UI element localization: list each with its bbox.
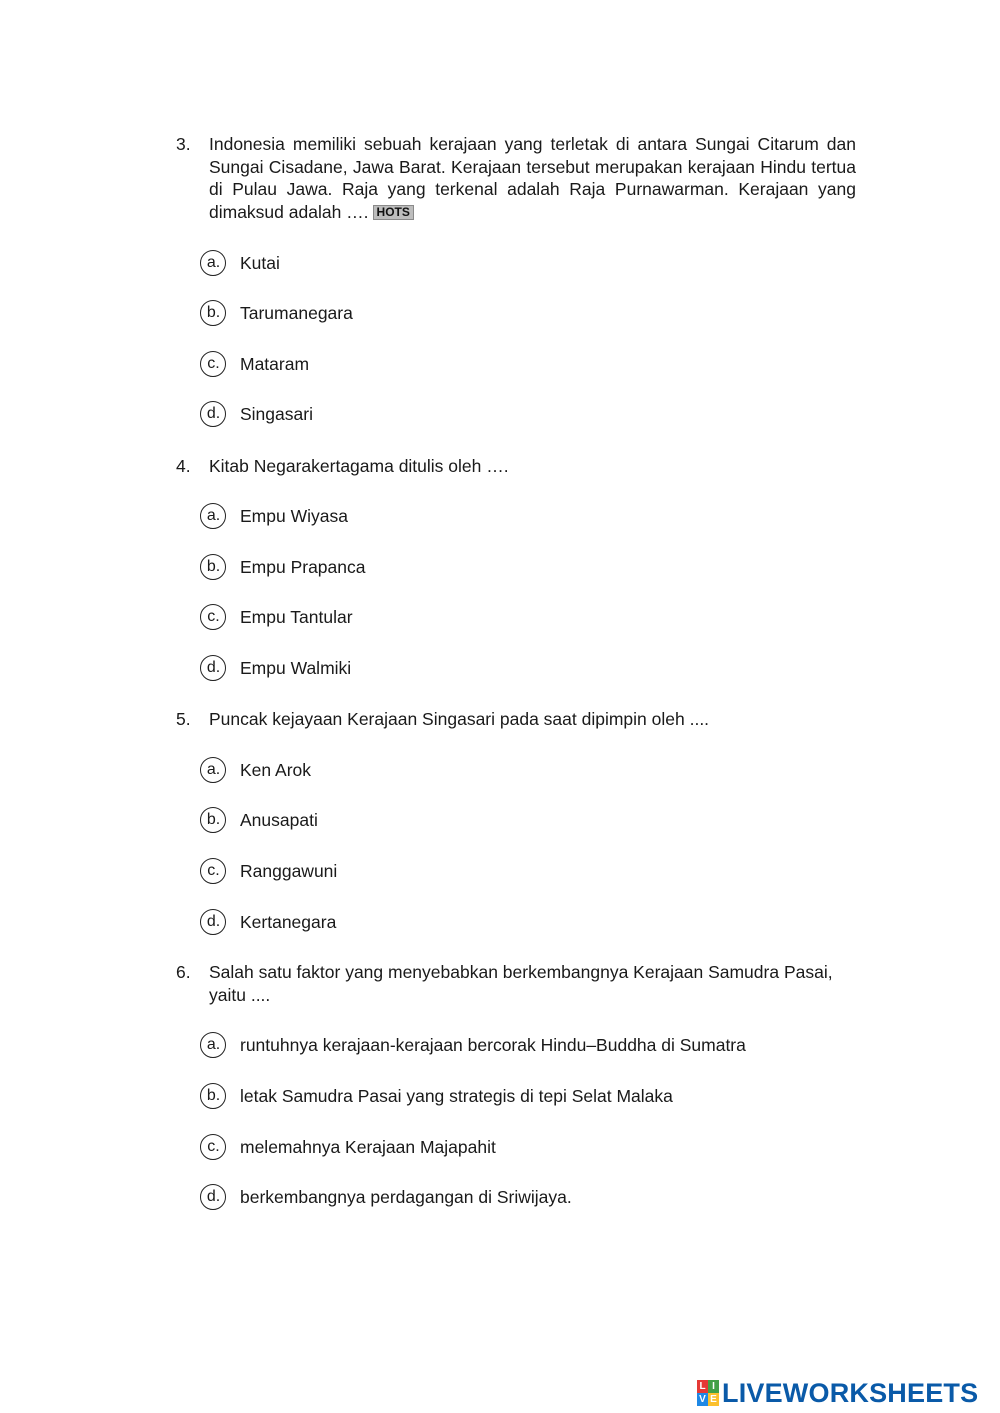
option-letter-circle[interactable]: a.	[200, 250, 226, 276]
option-letter-circle[interactable]: c.	[200, 1134, 226, 1160]
option-6b[interactable]	[200, 1081, 673, 1111]
question-number: 6.	[176, 962, 191, 982]
option-text: Kutai	[240, 252, 280, 273]
brand-name: LIVEWORKSHEETS	[722, 1377, 979, 1408]
option-4b[interactable]	[200, 552, 366, 582]
question-text: Indonesia memiliki sebuah kerajaan yang terletak di antara Sungai Citarum dan Sungai Cisadane, Jawa Barat. Kerajaan tersebut merupakan kerajaan Hindu tertua di Pulau Jawa. Raja yang terkenal adalah Raja Purnawarman. Kerajaan yang dimaksud adalah ….	[209, 134, 856, 222]
question-text-wrapper	[209, 133, 856, 223]
option-6c[interactable]	[200, 1132, 496, 1162]
option-4c[interactable]	[200, 602, 353, 632]
question-6	[176, 961, 856, 1006]
option-letter-circle[interactable]: c.	[200, 858, 226, 884]
liveworksheets-brand[interactable]	[697, 1378, 978, 1408]
option-3c[interactable]	[200, 349, 309, 379]
question-text: Puncak kejayaan Kerajaan Singasari pada saat dipimpin oleh ....	[209, 709, 710, 729]
option-text: Empu Tantular	[240, 606, 353, 627]
option-letter-circle[interactable]: b.	[200, 554, 226, 580]
option-3b[interactable]	[200, 298, 353, 328]
logo-letter-l: L	[697, 1380, 708, 1393]
option-text: Ranggawuni	[240, 860, 338, 881]
question-text: Kitab Negarakertagama ditulis oleh ….	[209, 456, 509, 476]
option-letter-circle[interactable]: b.	[200, 300, 226, 326]
option-letter-circle[interactable]: b.	[200, 1083, 226, 1109]
option-5d[interactable]	[200, 907, 336, 937]
question-4	[176, 455, 856, 478]
option-letter-circle[interactable]: b.	[200, 807, 226, 833]
liveworksheets-logo-icon	[697, 1380, 719, 1406]
option-3a[interactable]	[200, 248, 280, 278]
question-number: 4.	[176, 456, 191, 476]
option-text: Ken Arok	[240, 759, 312, 780]
hots-badge: HOTS	[373, 205, 414, 220]
option-text: melemahnya Kerajaan Majapahit	[240, 1136, 496, 1157]
option-text: Tarumanegara	[240, 302, 353, 323]
option-letter-circle[interactable]: d.	[200, 401, 226, 427]
option-letter-circle[interactable]: a.	[200, 503, 226, 529]
logo-letter-i: I	[708, 1380, 719, 1393]
question-number: 5.	[176, 709, 191, 729]
option-text: Kertanegara	[240, 911, 337, 932]
option-letter-circle[interactable]: c.	[200, 351, 226, 377]
question-5	[176, 708, 856, 731]
option-letter-circle[interactable]: a.	[200, 1032, 226, 1058]
question-3	[176, 133, 856, 223]
option-5c[interactable]	[200, 856, 337, 886]
option-text: Mataram	[240, 353, 310, 374]
option-4a[interactable]	[200, 501, 348, 531]
option-6a[interactable]	[200, 1030, 746, 1060]
option-text: letak Samudra Pasai yang strategis di tepi Selat Malaka	[240, 1085, 673, 1106]
logo-letter-v: V	[697, 1393, 708, 1406]
option-letter-circle[interactable]: d.	[200, 655, 226, 681]
option-6d[interactable]	[200, 1182, 572, 1212]
option-5b[interactable]	[200, 805, 318, 835]
option-text: Singasari	[240, 403, 313, 424]
option-5a[interactable]	[200, 755, 311, 785]
logo-letter-e: E	[708, 1393, 719, 1406]
option-text: runtuhnya kerajaan-kerajaan bercorak Hindu–Buddha di Sumatra	[240, 1034, 746, 1055]
question-text: Salah satu faktor yang menyebabkan berkembangnya Kerajaan Samudra Pasai, yaitu ....	[209, 962, 833, 1005]
option-text: Empu Walmiki	[240, 657, 352, 678]
question-number: 3.	[176, 134, 191, 154]
option-4d[interactable]	[200, 653, 351, 683]
option-text: Anusapati	[240, 809, 318, 830]
option-text: Empu Prapanca	[240, 556, 366, 577]
option-letter-circle[interactable]: d.	[200, 909, 226, 935]
option-letter-circle[interactable]: c.	[200, 604, 226, 630]
option-letter-circle[interactable]: a.	[200, 757, 226, 783]
option-text: berkembangnya perdagangan di Sriwijaya.	[240, 1186, 572, 1207]
option-text: Empu Wiyasa	[240, 505, 348, 526]
option-3d[interactable]	[200, 399, 313, 429]
option-letter-circle[interactable]: d.	[200, 1184, 226, 1210]
